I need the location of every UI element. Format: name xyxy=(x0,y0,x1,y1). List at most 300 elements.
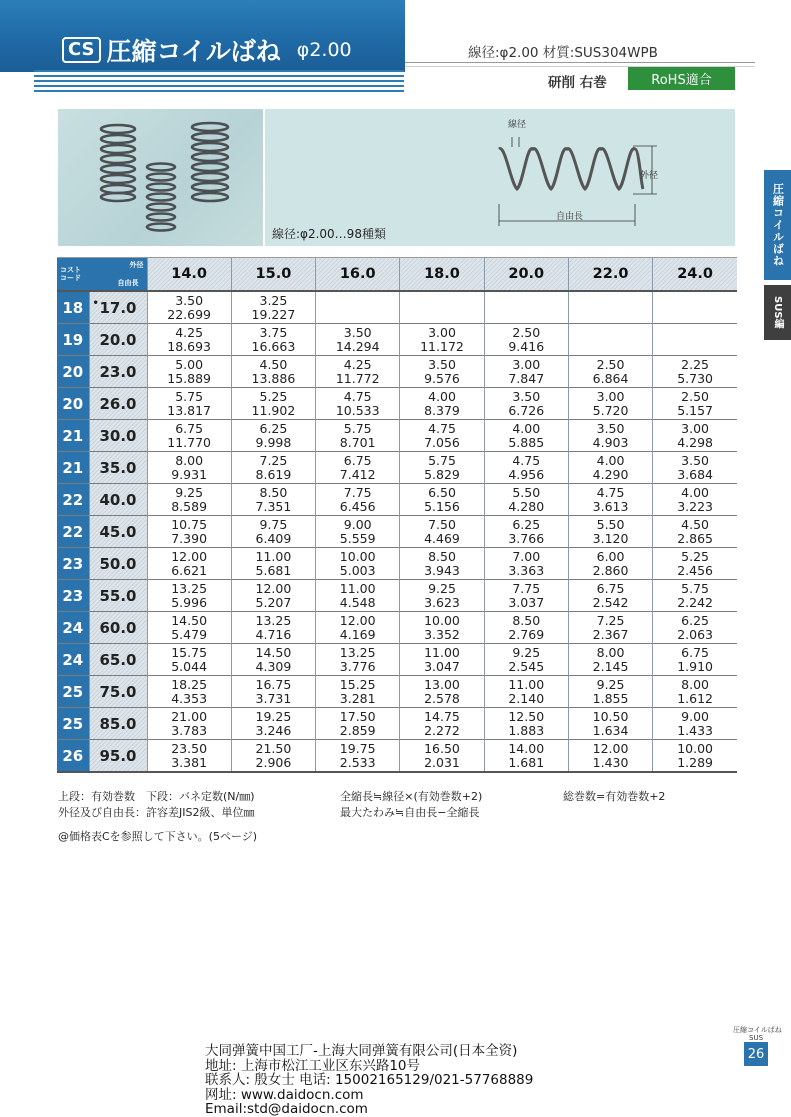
spring-rate-value: 2.865 xyxy=(677,530,713,546)
spring-rate-value: 16.663 xyxy=(251,338,296,354)
spring-left xyxy=(101,125,135,201)
spec-cell xyxy=(400,356,484,388)
spring-rate-value: 3.352 xyxy=(424,626,460,642)
active-coils-value: 4.25 xyxy=(343,356,372,372)
spring-rate-value: 1.430 xyxy=(592,754,629,770)
spec-cell xyxy=(316,708,400,740)
spring-rate-value: 7.847 xyxy=(508,370,545,386)
spec-cell xyxy=(400,452,484,484)
free-length-cell xyxy=(89,452,147,484)
spec-cell xyxy=(400,484,484,516)
spring-rate-value: 14.294 xyxy=(335,338,380,354)
title-text: 圧縮コイルばね xyxy=(106,37,281,66)
spec-cell xyxy=(147,708,231,740)
active-coils-value: 6.25 xyxy=(681,612,710,628)
spring-rate-value: 5.730 xyxy=(677,370,713,386)
spring-rate-value: 1.612 xyxy=(677,690,713,706)
divider xyxy=(405,62,755,63)
cost-code-cell: 19 xyxy=(57,324,89,356)
spec-cell xyxy=(568,740,652,773)
cost-code-cell: 23 xyxy=(57,548,89,580)
company-web[interactable]: 网址: www.daidocn.com xyxy=(205,1086,364,1103)
spring-rate-value: 9.576 xyxy=(424,370,460,386)
spec-cell xyxy=(316,291,400,324)
spec-cell xyxy=(484,644,568,676)
wire-dia-label: 線径 xyxy=(508,120,527,130)
spring-rate-value: 8.589 xyxy=(171,498,208,514)
column-header: 20.0 xyxy=(484,258,568,292)
active-coils-value: 3.00 xyxy=(596,388,625,404)
free-length-cell xyxy=(89,548,147,580)
column-header: 18.0 xyxy=(400,258,484,292)
active-coils-value: 4.50 xyxy=(681,516,710,532)
active-coils-value: 5.00 xyxy=(175,356,204,372)
spring-rate-value: 13.886 xyxy=(251,370,296,386)
note-line: 最大たわみ≒自由長−全縮長 xyxy=(340,806,480,819)
spring-rate-value: 5.681 xyxy=(255,562,292,578)
column-header: 24.0 xyxy=(653,258,737,292)
spec-cell xyxy=(484,516,568,548)
company-name: 大同弹簧中国工厂-上海大同弹簧有限公司(日本全资) xyxy=(205,1043,518,1059)
spec-cell xyxy=(147,452,231,484)
spec-cell xyxy=(568,644,652,676)
active-coils-value: 12.00 xyxy=(339,612,376,628)
spring-rate-value: 3.766 xyxy=(508,530,545,546)
active-coils-value: 7.75 xyxy=(512,580,541,596)
spring-photo-art xyxy=(58,109,263,246)
spec-cell xyxy=(653,388,737,420)
spec-cell xyxy=(231,484,315,516)
spec-cell xyxy=(147,580,231,612)
spring-rate-value: 2.031 xyxy=(424,754,460,770)
spring-rate-value: 4.548 xyxy=(339,594,376,610)
spec-cell xyxy=(400,676,484,708)
spec-cell xyxy=(653,580,737,612)
spec-cell xyxy=(400,388,484,420)
company-address: 地址: 上海市松江工业区东兴路10号 xyxy=(205,1057,421,1074)
active-coils-value: 4.75 xyxy=(428,420,456,436)
spec-cell xyxy=(484,580,568,612)
spec-cell xyxy=(316,452,400,484)
spring-rate-value: 5.559 xyxy=(339,530,376,546)
free-length-value: 95.0 xyxy=(99,746,137,765)
spec-cell xyxy=(484,324,568,356)
note-line: 外径及び自由長：許容差JIS2級、単位㎜ xyxy=(58,806,255,819)
spec-cell xyxy=(568,516,652,548)
active-coils-value: 7.25 xyxy=(596,612,625,628)
cost-code-cell: 23 xyxy=(57,580,89,612)
active-coils-value: 14.75 xyxy=(424,708,460,724)
spring-rate-value: 1.634 xyxy=(592,722,629,738)
spring-rate-value: 4.469 xyxy=(424,530,460,546)
active-coils-value: 6.50 xyxy=(428,484,456,500)
spring-rate-value: 11.772 xyxy=(335,370,380,386)
spring-rate-value: 3.037 xyxy=(508,594,545,610)
spec-cell xyxy=(568,484,652,516)
spring-rate-value: 1.681 xyxy=(508,754,545,770)
active-coils-value: 2.50 xyxy=(596,356,625,372)
spring-rate-value: 7.351 xyxy=(255,498,292,514)
spring-rate-value: 4.309 xyxy=(255,658,292,674)
spec-cell xyxy=(147,388,231,420)
free-length-cell xyxy=(89,356,147,388)
free-length-value: 50.0 xyxy=(99,554,137,573)
company-email[interactable]: Email:std@daidocn.com xyxy=(205,1101,368,1117)
spring-rate-value: 5.157 xyxy=(677,402,713,418)
spring-rate-value: 8.701 xyxy=(339,434,376,450)
active-coils-value: 7.50 xyxy=(428,516,456,532)
spring-rate-value: 7.390 xyxy=(171,530,208,546)
spec-cell xyxy=(231,644,315,676)
company-contact: 联系人: 殷女士 电话: 15002165129/021-57768889 xyxy=(205,1072,534,1088)
spring-rate-value: 2.859 xyxy=(339,722,376,738)
spec-cell xyxy=(400,612,484,644)
spring-rate-value: 1.883 xyxy=(508,722,545,738)
spec-cell xyxy=(316,548,400,580)
header-stripes xyxy=(34,70,404,94)
active-coils-value: 10.00 xyxy=(339,548,376,564)
free-length-cell xyxy=(89,580,147,612)
active-coils-value: 13.25 xyxy=(171,580,208,596)
active-coils-value: 4.00 xyxy=(596,452,625,468)
active-coils-value: 9.00 xyxy=(681,708,710,724)
free-length-value: 23.0 xyxy=(99,362,137,381)
page-title xyxy=(62,32,352,68)
spec-cell xyxy=(484,356,568,388)
company-footer xyxy=(205,1044,533,1117)
spring-rate-value: 3.623 xyxy=(424,594,460,610)
active-coils-value: 5.50 xyxy=(512,484,541,500)
active-coils-value: 8.50 xyxy=(428,548,456,564)
spring-rate-value: 6.409 xyxy=(255,530,292,546)
spec-cell xyxy=(147,356,231,388)
spec-cell xyxy=(316,740,400,773)
active-coils-value: 10.50 xyxy=(592,708,629,724)
spring-rate-value: 3.047 xyxy=(424,658,460,674)
active-coils-value: 3.50 xyxy=(596,420,625,436)
spec-cell xyxy=(484,708,568,740)
active-coils-value: 19.75 xyxy=(339,740,376,756)
notes-right xyxy=(563,789,665,805)
active-coils-value: 4.75 xyxy=(512,452,541,468)
active-coils-value: 9.25 xyxy=(175,484,204,500)
active-coils-value: 16.50 xyxy=(424,740,460,756)
active-coils-value: 13.25 xyxy=(255,612,292,628)
table-row xyxy=(57,708,737,740)
side-tab-category[interactable]: 圧縮コイルばね xyxy=(764,170,791,280)
spring-rate-value: 2.242 xyxy=(677,594,713,610)
spring-rate-value: 19.227 xyxy=(251,306,296,322)
spec-cell xyxy=(484,676,568,708)
active-coils-value: 3.50 xyxy=(681,452,710,468)
spring-rate-value: 3.684 xyxy=(677,466,713,482)
spec-cell xyxy=(484,388,568,420)
cost-code-cell: 22 xyxy=(57,516,89,548)
active-coils-value: 3.75 xyxy=(259,324,288,340)
spring-rate-value: 2.367 xyxy=(592,626,629,642)
active-coils-value: 6.75 xyxy=(175,420,204,436)
table-header-row xyxy=(57,258,737,292)
spring-rate-value: 7.056 xyxy=(424,434,460,450)
note-line: 全縮長≒線径×(有効巻数+2) xyxy=(340,790,483,803)
spec-cell xyxy=(653,548,737,580)
spring-rate-value: 18.693 xyxy=(167,338,212,354)
spring-rate-value: 1.433 xyxy=(677,722,713,738)
table-row xyxy=(57,291,737,324)
spec-cell xyxy=(231,356,315,388)
marker-dot: • xyxy=(92,298,99,309)
active-coils-value: 7.00 xyxy=(512,548,541,564)
note-line: 上段：有効巻数 下段：バネ定数(N/㎜) xyxy=(58,790,255,803)
spring-rate-value: 5.207 xyxy=(255,594,292,610)
active-coils-value: 9.00 xyxy=(343,516,372,532)
active-coils-value: 5.50 xyxy=(596,516,625,532)
active-coils-value: 12.50 xyxy=(508,708,545,724)
active-coils-value: 10.00 xyxy=(424,612,460,628)
notes-middle xyxy=(340,789,482,821)
spring-rate-value: 6.726 xyxy=(508,402,545,418)
spring-rate-value: 13.817 xyxy=(167,402,212,418)
table-row xyxy=(57,484,737,516)
rohs-badge: RoHS適合 xyxy=(628,67,735,90)
active-coils-value: 6.75 xyxy=(343,452,372,468)
spring-rate-value: 4.280 xyxy=(508,498,545,514)
spec-cell xyxy=(316,676,400,708)
active-coils-value: 5.75 xyxy=(343,420,372,436)
cost-code-cell: 20 xyxy=(57,356,89,388)
spec-cell xyxy=(400,291,484,324)
spring-rate-value: 4.903 xyxy=(592,434,629,450)
spring-rate-value: 1.289 xyxy=(677,754,713,770)
spring-rate-value: 6.621 xyxy=(171,562,208,578)
active-coils-value: 14.50 xyxy=(255,644,292,660)
spring-photo xyxy=(58,109,263,246)
spring-rate-value: 2.860 xyxy=(592,562,629,578)
spring-rate-value: 9.998 xyxy=(255,434,292,450)
active-coils-value: 3.50 xyxy=(175,292,204,308)
table-row xyxy=(57,548,737,580)
spring-rate-value: 2.272 xyxy=(424,722,460,738)
table-row xyxy=(57,516,737,548)
spring-rate-value: 1.855 xyxy=(592,690,629,706)
active-coils-value: 8.00 xyxy=(596,644,625,660)
side-tab-material[interactable]: SUS編 xyxy=(764,285,791,340)
process-info: 研削 右巻 xyxy=(548,75,607,91)
free-length-cell xyxy=(89,644,147,676)
column-header: 15.0 xyxy=(231,258,315,292)
spec-cell xyxy=(568,324,652,356)
spec-cell xyxy=(231,516,315,548)
active-coils-value: 10.00 xyxy=(677,740,713,756)
spring-right xyxy=(192,123,228,201)
active-coils-value: 15.25 xyxy=(339,676,376,692)
active-coils-value: 11.00 xyxy=(508,676,545,692)
spec-cell xyxy=(231,548,315,580)
active-coils-value: 9.25 xyxy=(512,644,541,660)
free-length-cell xyxy=(89,291,147,324)
spring-rate-value: 10.533 xyxy=(335,402,380,418)
spring-rate-value: 2.769 xyxy=(508,626,545,642)
spec-line: 線径:φ2.00 材質:SUS304WPB xyxy=(468,45,658,61)
free-length-value: 55.0 xyxy=(99,586,137,605)
active-coils-value: 10.75 xyxy=(171,516,208,532)
free-length-cell xyxy=(89,324,147,356)
spec-cell xyxy=(653,452,737,484)
spec-cell xyxy=(653,291,737,324)
spring-rate-value: 4.353 xyxy=(171,690,208,706)
spec-cell xyxy=(147,676,231,708)
active-coils-value: 16.75 xyxy=(255,676,292,692)
free-length-cell xyxy=(89,708,147,740)
spec-cell xyxy=(231,388,315,420)
spec-cell xyxy=(147,612,231,644)
cost-code-cell: 21 xyxy=(57,420,89,452)
active-coils-value: 2.25 xyxy=(681,356,710,372)
spring-rate-value: 2.140 xyxy=(508,690,545,706)
free-length-cell xyxy=(89,740,147,773)
table-row xyxy=(57,612,737,644)
active-coils-value: 4.00 xyxy=(428,388,456,404)
spec-cell xyxy=(568,580,652,612)
spring-rate-value: 5.829 xyxy=(424,466,460,482)
active-coils-value: 3.50 xyxy=(428,356,456,372)
active-coils-value: 8.50 xyxy=(259,484,288,500)
active-coils-value: 4.00 xyxy=(512,420,541,436)
spec-cell xyxy=(400,580,484,612)
spec-cell xyxy=(400,516,484,548)
spring-rate-value: 9.416 xyxy=(508,338,545,354)
corner-code-label: コスト コード xyxy=(60,266,81,282)
spec-cell xyxy=(231,420,315,452)
free-length-cell xyxy=(89,388,147,420)
spring-rate-value: 4.290 xyxy=(592,466,629,482)
spring-rate-value: 2.906 xyxy=(255,754,292,770)
spec-cell xyxy=(400,420,484,452)
spec-cell xyxy=(484,452,568,484)
spring-rate-value: 5.479 xyxy=(171,626,208,642)
free-length-label: 自由長 xyxy=(556,212,584,222)
spec-cell xyxy=(653,676,737,708)
spring-rate-value: 2.533 xyxy=(339,754,376,770)
spec-cell xyxy=(568,548,652,580)
spring-rate-value: 3.613 xyxy=(592,498,629,514)
cs-badge: CS xyxy=(62,37,101,63)
page-section-sub: SUS xyxy=(749,1034,764,1042)
column-header: 22.0 xyxy=(568,258,652,292)
active-coils-value: 9.25 xyxy=(596,676,625,692)
spring-rate-value: 2.145 xyxy=(592,658,629,674)
outer-dia-label: 外径 xyxy=(640,171,659,181)
table-row xyxy=(57,356,737,388)
column-header: 16.0 xyxy=(316,258,400,292)
spec-cell xyxy=(231,708,315,740)
active-coils-value: 6.75 xyxy=(596,580,625,596)
spec-cell xyxy=(568,708,652,740)
spec-cell xyxy=(400,548,484,580)
spring-rate-value: 15.889 xyxy=(167,370,212,386)
active-coils-value: 13.25 xyxy=(339,644,376,660)
page-number: 26 xyxy=(744,1042,768,1066)
spec-cell xyxy=(568,388,652,420)
spring-rate-value: 3.281 xyxy=(339,690,376,706)
spring-rate-value: 9.931 xyxy=(171,466,208,482)
free-length-value: 40.0 xyxy=(99,490,137,509)
cost-code-cell: 21 xyxy=(57,452,89,484)
free-length-value: 35.0 xyxy=(99,458,137,477)
spec-cell xyxy=(568,420,652,452)
free-length-value: 60.0 xyxy=(99,618,137,637)
spec-cell xyxy=(147,516,231,548)
cost-code-cell: 24 xyxy=(57,612,89,644)
table-row xyxy=(57,420,737,452)
spring-rate-value: 11.902 xyxy=(251,402,296,418)
cost-code-cell: 20 xyxy=(57,388,89,420)
table-corner xyxy=(57,258,147,292)
spec-cell xyxy=(231,324,315,356)
active-coils-value: 4.75 xyxy=(596,484,625,500)
spring-middle xyxy=(147,164,175,231)
spec-cell xyxy=(147,740,231,773)
corner-outer-label: 外径 xyxy=(129,261,144,269)
spring-rate-value: 2.456 xyxy=(677,562,713,578)
spring-rate-value: 4.169 xyxy=(339,626,376,642)
active-coils-value: 3.50 xyxy=(512,388,541,404)
spec-cell xyxy=(400,708,484,740)
active-coils-value: 4.25 xyxy=(175,324,204,340)
spec-cell xyxy=(316,484,400,516)
active-coils-value: 21.00 xyxy=(171,708,208,724)
spec-cell xyxy=(147,420,231,452)
free-length-cell xyxy=(89,484,147,516)
spring-rate-value: 6.456 xyxy=(339,498,376,514)
active-coils-value: 11.00 xyxy=(424,644,460,660)
active-coils-value: 8.00 xyxy=(175,452,204,468)
spec-cell xyxy=(484,420,568,452)
spring-rate-value: 4.956 xyxy=(508,466,545,482)
table-row xyxy=(57,388,737,420)
free-length-cell xyxy=(89,516,147,548)
active-coils-value: 8.00 xyxy=(681,676,710,692)
spec-cell xyxy=(653,708,737,740)
spec-cell xyxy=(147,484,231,516)
active-coils-value: 2.50 xyxy=(681,388,710,404)
spec-cell xyxy=(653,516,737,548)
spec-cell xyxy=(484,484,568,516)
spring-rate-value: 3.246 xyxy=(255,722,292,738)
spring-rate-value: 1.910 xyxy=(677,658,713,674)
free-length-cell xyxy=(89,420,147,452)
active-coils-value: 14.00 xyxy=(508,740,545,756)
spring-rate-value: 11.770 xyxy=(167,434,212,450)
spec-cell xyxy=(231,676,315,708)
note-line: 総巻数=有効巻数+2 xyxy=(563,790,666,803)
table-row xyxy=(57,452,737,484)
figure-caption: 線径:φ2.00…98種類 xyxy=(272,227,386,241)
spec-cell xyxy=(653,324,737,356)
spring-rate-value: 5.044 xyxy=(171,658,208,674)
spec-cell xyxy=(147,291,231,324)
spring-rate-value: 2.063 xyxy=(677,626,713,642)
spring-rate-value: 8.379 xyxy=(424,402,460,418)
cost-code-cell: 24 xyxy=(57,644,89,676)
spec-cell xyxy=(568,356,652,388)
active-coils-value: 15.75 xyxy=(171,644,208,660)
active-coils-value: 11.00 xyxy=(339,580,376,596)
spring-rate-value: 5.720 xyxy=(592,402,629,418)
active-coils-value: 5.75 xyxy=(681,580,710,596)
free-length-value: 65.0 xyxy=(99,650,137,669)
spec-cell xyxy=(316,356,400,388)
